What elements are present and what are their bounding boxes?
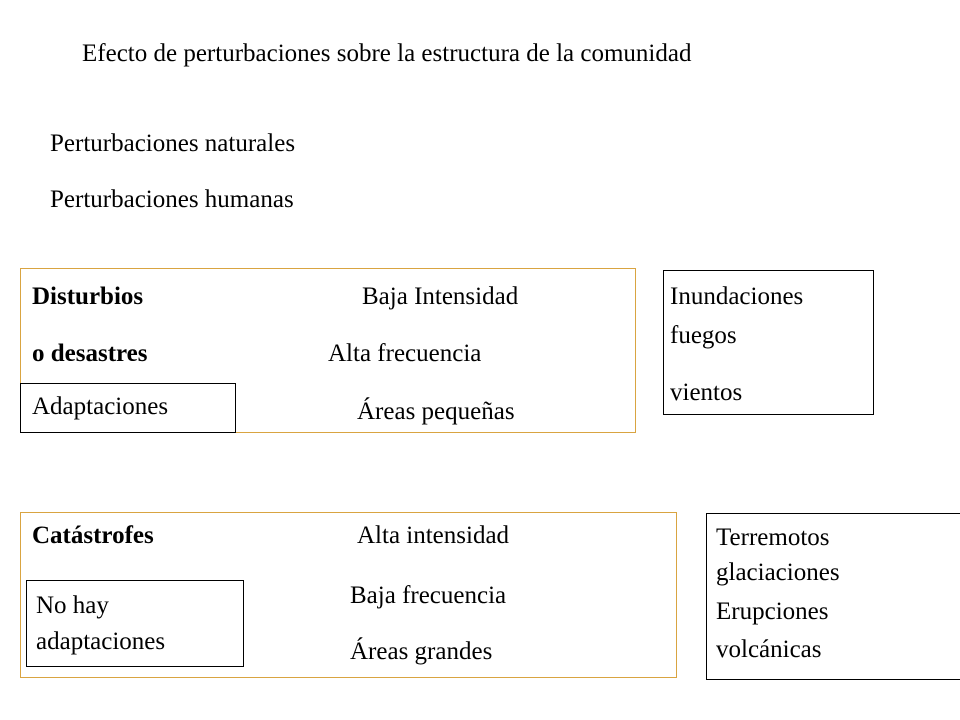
example-fuegos: fuegos (670, 322, 737, 349)
human-disturbances-label: Perturbaciones humanas (50, 186, 294, 213)
disturbios-label: Disturbios (32, 283, 144, 310)
disturbios-frequency: Alta frecuencia (328, 340, 482, 367)
no-hay-label: No hay (36, 592, 109, 619)
adaptaciones-label-2: adaptaciones (36, 628, 166, 655)
example-vientos: vientos (670, 379, 743, 406)
example-inundaciones: Inundaciones (670, 283, 804, 310)
catastrofes-intensity: Alta intensidad (357, 522, 510, 549)
catastrofes-area: Áreas grandes (350, 638, 493, 665)
catastrofes-label: Catástrofes (32, 522, 154, 549)
natural-disturbances-label: Perturbaciones naturales (50, 130, 296, 157)
page-title: Efecto de perturbaciones sobre la estructura de la comunidad (82, 40, 692, 67)
example-glaciaciones: glaciaciones (716, 559, 840, 586)
disturbios-intensity: Baja Intensidad (362, 283, 519, 310)
desastres-label: o desastres (32, 340, 148, 367)
disturbios-area: Áreas pequeñas (357, 398, 515, 425)
catastrofes-frequency: Baja frecuencia (350, 582, 507, 609)
example-volcanicas: volcánicas (716, 636, 822, 663)
adaptaciones-label: Adaptaciones (32, 393, 169, 420)
example-erupciones: Erupciones (716, 598, 829, 625)
example-terremotos: Terremotos (716, 524, 830, 551)
